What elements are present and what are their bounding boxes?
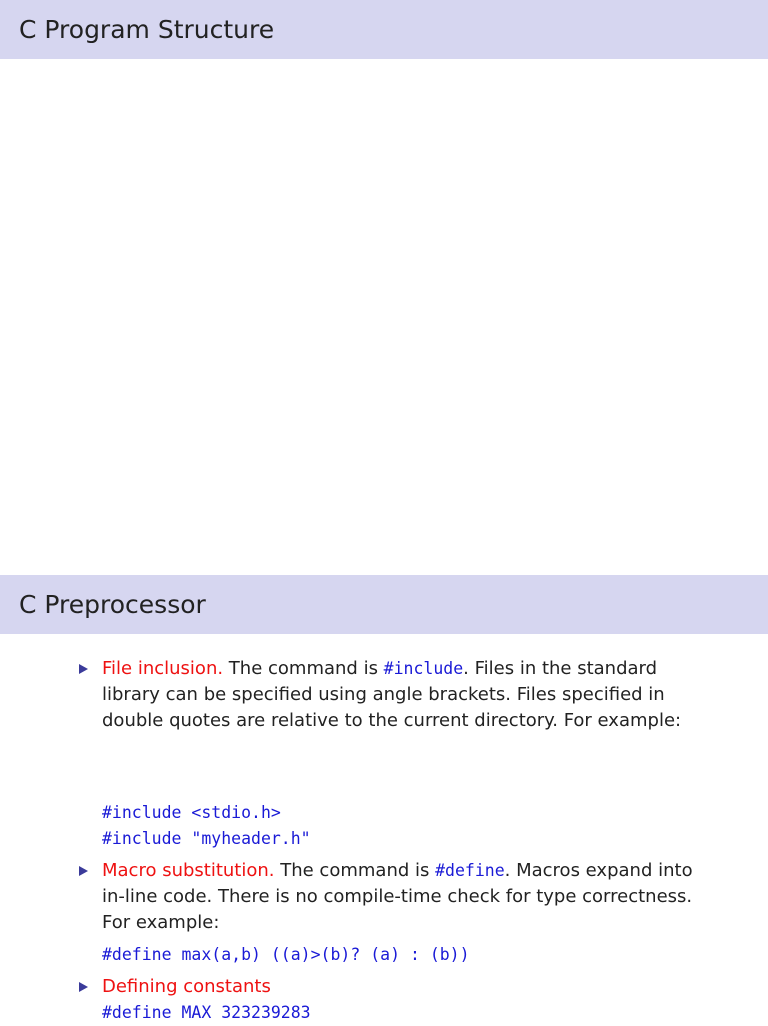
slide-title-bar	[0, 0, 768, 59]
bullet-item-file-inclusion	[102, 656, 712, 734]
inline-code: #define	[435, 861, 505, 880]
bullet-triangle-icon	[79, 866, 88, 876]
item-label: File inclusion.	[102, 658, 224, 679]
slide-title-bar	[0, 575, 768, 634]
slide-title: C Program Structure	[19, 15, 275, 44]
code-line: #define MAX 323239283	[102, 1003, 311, 1022]
code-line: #define max(a,b) ((a)>(b)? (a) : (b))	[102, 945, 470, 964]
bullet-item-defining-constants	[102, 974, 712, 1000]
code-line: #include <stdio.h>	[102, 803, 281, 822]
code-line: #include "myheader.h"	[102, 829, 311, 848]
bullet-item-macro-substitution	[102, 858, 712, 936]
item-text: . Files in the standard library can be specified using angle brackets. Files specified in double quotes are relative to the current directory. For example:	[102, 658, 682, 731]
item-text: The command is	[223, 658, 384, 679]
item-label: Macro substitution.	[102, 860, 275, 881]
slide-preprocessor	[0, 575, 768, 1024]
slide-title: C Preprocessor	[19, 590, 206, 619]
inline-code: #include	[383, 659, 464, 678]
item-label: Defining constants	[102, 976, 271, 997]
item-text: The command is	[274, 860, 436, 881]
item-text: . Macros expand into in-line code. There is no compile-time check for type correctness. For example:	[102, 860, 693, 933]
bullet-triangle-icon	[79, 982, 88, 992]
bullet-triangle-icon	[79, 664, 88, 674]
